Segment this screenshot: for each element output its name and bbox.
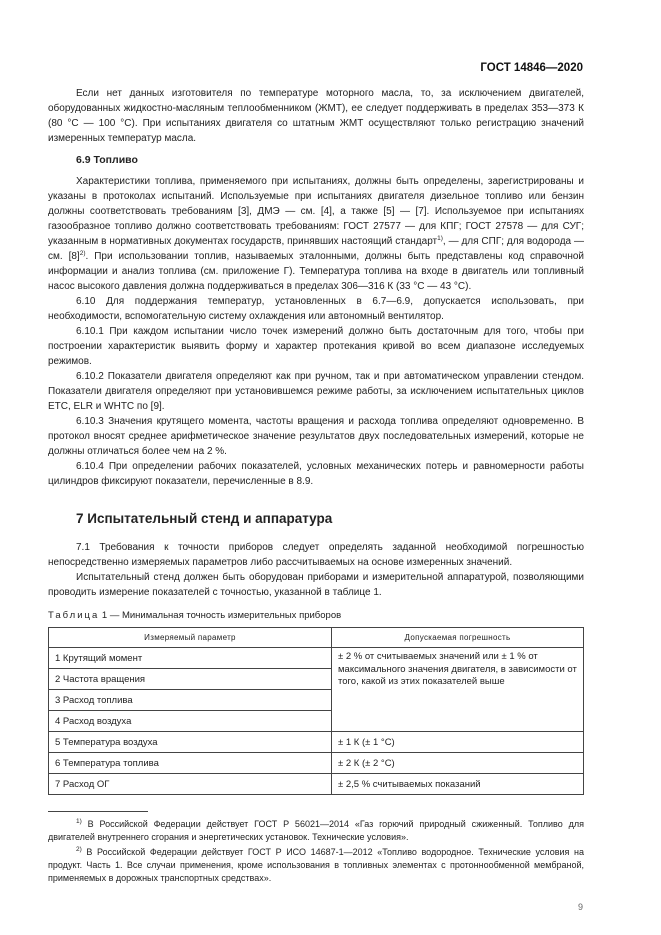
table-cell-parameter: 1 Крутящий момент [49,648,332,669]
footnote-1 [48,818,584,844]
fuel-text-part-3: . При использовании топлив, называемых эталонными, должны быть представлены код справочной информации и анализ топлива (см. приложение Г). Температура топлива на входе в двигатель или топливный насос высокого давления должна поддерживаться в пределах 306—316 К (33 °С — 43 °С). [48,251,584,292]
table-cell-parameter: 2 Частота вращения [49,669,332,690]
table-cell-parameter: 7 Расход ОГ [49,774,332,795]
paragraph-oil-temperature: Если нет данных изготовителя по температуре моторного масла, то, за исключением двигателей, оборудованных жидкостно-масляным теплообменником (ЖМТ), ее следует поддерживать в пределах 353—373 К (80 °С — 100 °С). При испытаниях двигателя со штатным ЖМТ осуществляют только регистрацию значений измеренных температур масла. [48,88,584,144]
table-row [49,774,584,795]
paragraph-6-10-3: 6.10.3 Значения крутящего момента, частоты вращения и расхода топлива определяют одновременно. В протокол вносят среднее арифметическое значение результатов двух последовательных измерений, которые не должны отличаться более чем на 2 %. [48,416,584,457]
paragraph-fuel [48,174,584,294]
footnote-mark-2: 2) [76,846,82,853]
footnote-mark-1: 1) [76,818,82,825]
paragraph-7-1: 7.1 Требования к точности приборов следует определять заданной необходимой погрешностью непосредственно измеряемых параметров либо рассчитываемых на основе измеренных значений. [48,542,584,568]
table-row [49,648,584,669]
fuel-text-part-2: , — для СПГ; для водорода — см. [8] [48,236,584,262]
footnote-separator [48,811,148,812]
paragraph-6-10-1: 6.10.1 При каждом испытании число точек измерений должно быть достаточным для того, чтобы при построении характеристик выявить форму и характер протекания кривой во всем диапазоне исследуемых режимов. [48,326,584,367]
table-header-row [49,628,584,648]
paragraph-6-10-4: 6.10.4 При определении рабочих показателей, условных механических потерь и равномерности работы цилиндров фиксируют показатели, перечисленные в 8.9. [48,461,584,487]
section-6-9-heading: 6.9 Топливо [76,154,138,166]
table-cell-accuracy: ± 1 К (± 1 °С) [332,732,584,753]
fuel-text-part-1: Характеристики топлива, применяемого при испытаниях, должны быть определены, зарегистрированы и указаны в протоколах испытаний. Используемые при испытаниях двигателя дизельное топливо или бензин должны соответствовать требованиям [3], ДМЭ — см. [4], а также [5] — [7]. Используемое при испытаниях газообразное топливо должно соответствовать требованиям: ГОСТ 27577 — для КПГ; ГОСТ 27578 — для СУГ; указанным в нормативных документах государств, принявших настоящий стандарт [48,176,584,247]
paragraph-6-10: 6.10 Для поддержания температур, установленных в 6.7—6.9, допускается использовать, при необходимости, вспомогательную систему охлаждения или автономный вентилятор. [48,296,584,322]
footnote-ref-1: 1) [437,235,443,242]
paragraph-6-10-2: 6.10.2 Показатели двигателя определяют как при ручном, так и при автоматическом управлении стендом. Показатели двигателя определяют при установившемся режиме работы, за исключением испытательных циклов ETC, ELR и WHTC по [9]. [48,371,584,412]
paragraph-7-1-stand: Испытательный стенд должен быть оборудован приборами и измерительной аппаратурой, позволяющими проводить измерение показателей с точностью, указанной в таблице 1. [48,572,584,598]
table-header-parameter: Измеряемый параметр [49,628,332,648]
table-cell-accuracy-group: ± 2 % от считываемых значений или ± 1 % от максимального значения двигателя, в зависимости от того, какой из этих показателей выше [332,648,584,732]
accuracy-table [48,627,584,795]
page-number: 9 [577,902,583,912]
table-cell-accuracy: ± 2,5 % считываемых показаний [332,774,584,795]
table-cell-parameter: 3 Расход топлива [49,690,332,711]
footnote-text-1: В Российской Федерации действует ГОСТ Р 56021—2014 «Газ горючий природный сжиженный. Топливо для двигателей внутреннего сгорания и энергетических установок. Технические условия». [48,819,584,842]
table-row [49,753,584,774]
table-cell-parameter: 4 Расход воздуха [49,711,332,732]
footnote-2 [48,846,584,885]
page-content [48,86,584,887]
table-row [49,732,584,753]
table-cell-parameter: 6 Температура топлива [49,753,332,774]
footnote-ref-2: 2) [79,250,86,257]
table-header-accuracy: Допускаемая погрешность [332,628,584,648]
section-7-heading: 7 Испытательный стенд и аппаратура [76,511,333,526]
table-cell-accuracy: ± 2 К (± 2 °С) [332,753,584,774]
table-caption [48,610,584,621]
table-cell-parameter: 5 Температура воздуха [49,732,332,753]
table-caption-title: 1 — Минимальная точность измерительных приборов [101,610,342,621]
table-caption-word: Таблица [48,610,100,621]
footnote-text-2: В Российской Федерации действует ГОСТ Р ИСО 14687-1—2012 «Топливо водородное. Технические условия на продукт. Часть 1. Все случаи применения, кроме использования в топливных элементах с протоннообменной мембраной, применяемых в дорожных транспортных средствах». [48,847,584,883]
document-code: ГОСТ 14846—2020 [480,62,583,74]
